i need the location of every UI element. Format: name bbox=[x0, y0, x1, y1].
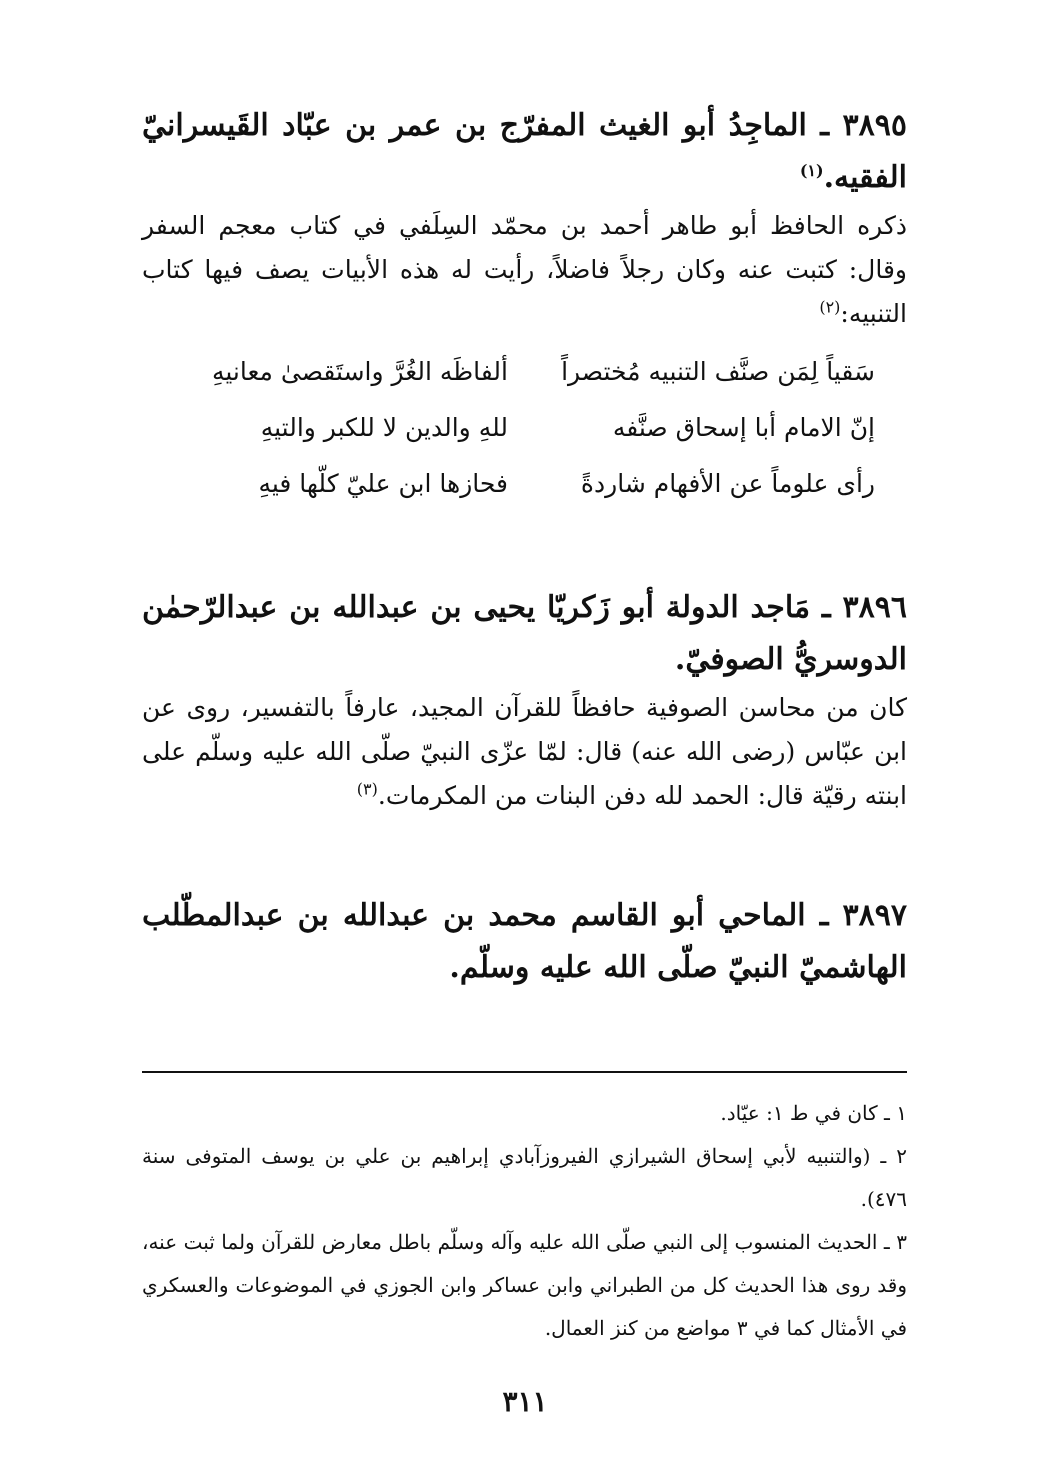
entry-3895 bbox=[142, 100, 907, 512]
footnote-1: ١ ـ كان في ط ١: عيّاد. bbox=[720, 1101, 907, 1125]
verse-second-hemistich: ألفاظَه الغُرَّ واستَقصىٰ معانيهِ bbox=[211, 357, 508, 386]
footnotes bbox=[142, 1092, 907, 1350]
poem bbox=[142, 344, 907, 512]
entry-text-content: ذكره الحافظ أبو طاهر أحمد بن محمّد السِلَفي في كتاب معجم السفر وقال: كتبت عنه وكان رجلاً فاضلاً، رأيت له هذه الأبيات يصف فيها كتاب التنبيه: bbox=[142, 211, 907, 328]
verse-first-hemistich: رأى علوماً عن الأفهام شاردةً bbox=[580, 469, 875, 498]
poem-verse bbox=[142, 344, 907, 400]
entry-title: ٣٨٩٦ ـ مَاجد الدولة أبو زَكريّا يحيى بن عبدالله بن عبدالرّحمٰن الدوسريُّ الصوفيّ. bbox=[142, 590, 907, 677]
poem-verse bbox=[142, 456, 907, 512]
verse-second-hemistich: للهِ والدين لا للكبر والتيهِ bbox=[260, 413, 508, 442]
entry-text bbox=[142, 686, 907, 818]
verse-first-hemistich: سَقياً لِمَن صنَّف التنبيه مُختصراً bbox=[561, 357, 875, 386]
footnote-ref: (٢) bbox=[819, 297, 841, 317]
page-number: ٣١١ bbox=[502, 1385, 548, 1418]
entry-title-text: ٣٨٩٥ ـ الماجِدُ أبو الغيث المفرّج بن عمر بن عبّاد القَيسرانيّ الفقيه. bbox=[142, 108, 907, 195]
verse-second-hemistich: فحازها ابن عليّ كلّها فيهِ bbox=[258, 469, 508, 498]
poem-verse bbox=[142, 400, 907, 456]
entry-text-content: كان من محاسن الصوفية حافظاً للقرآن المجيد، عارفاً بالتفسير، روى عن ابن عبّاس (رضى الله عنه) قال: لمّا عزّى النبيّ صلّى الله عليه وسلّم على ابنته رقيّة قال: الحمد لله دفن البنات من المكرمات. bbox=[142, 693, 907, 810]
verse-first-hemistich: إنّ الامام أبا إسحاق صنَّفه bbox=[612, 413, 875, 442]
footnote-ref: (١) bbox=[799, 161, 824, 180]
entry-3897 bbox=[142, 890, 907, 994]
footnote-ref: (٣) bbox=[356, 779, 378, 799]
entry-3896 bbox=[142, 582, 907, 818]
footnote-3: ٣ ـ الحديث المنسوب إلى النبي صلّى الله عليه وآله وسلّم باطل معارض للقرآن ولما ثبت عنه، وقد روى هذا الحديث كل من الطبراني وابن عساكر وابن الجوزي في الموضوعات والعسكري في الأمثال كما في ٣ مواضع من كنز العمال. bbox=[142, 1230, 907, 1340]
footnote-divider bbox=[142, 1071, 907, 1073]
footnote-2: ٢ ـ (والتنبيه لأبي إسحاق الشيرازي الفيروزآبادي إبراهيم بن علي بن يوسف المتوفى سنة ٤٧٦). bbox=[142, 1144, 908, 1211]
entry-text bbox=[142, 204, 907, 336]
entry-title bbox=[142, 100, 907, 204]
entry-title: ٣٨٩٧ ـ الماحي أبو القاسم محمد بن عبدالله بن عبدالمطّلب الهاشميّ النبيّ صلّى الله عليه وسلّم. bbox=[142, 898, 907, 985]
page-body bbox=[142, 100, 907, 994]
